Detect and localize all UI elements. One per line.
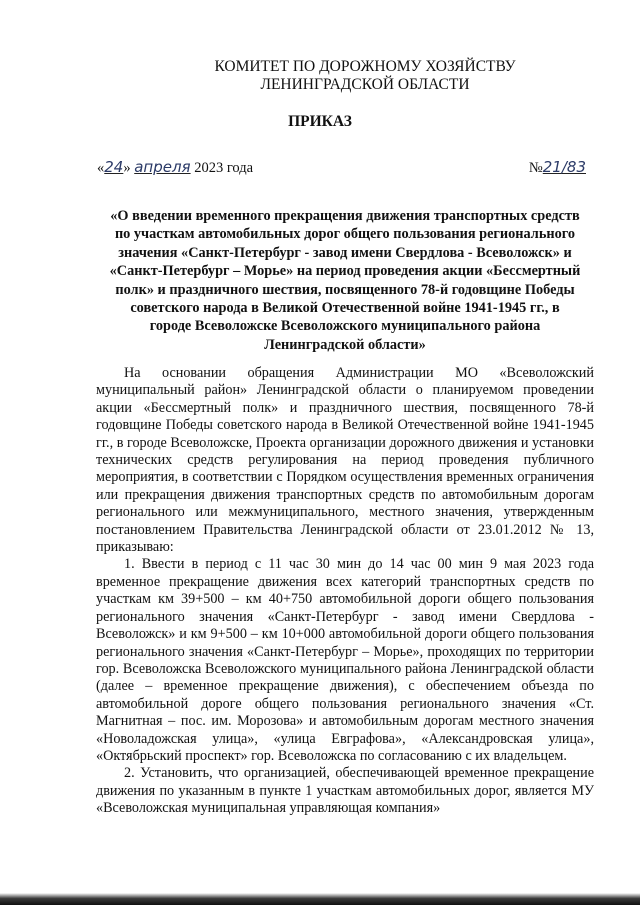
title-line: советского народа в Великой Отечественной войне 1941-1945 гг., в — [130, 300, 560, 317]
issuer-line-1: КОМИТЕТ ПО ДОРОЖНОМУ ХОЗЯЙСТВУ — [214, 58, 516, 75]
title-line: «О введении временного прекращения движения транспортных средств — [110, 208, 580, 224]
title-line: значения «Санкт-Петербург - завод имени Свердлова - Всеволожск» и — [118, 244, 572, 261]
scan-bottom-edge — [0, 893, 640, 905]
clause-1-paragraph: 1. Ввести в период с 11 час 30 мин до 14 час 00 мин 9 мая 2023 года временное прекращение движения всех категорий транспортных средств по участкам км 39+500 – км 40+750 автомобильной дороги общего пользования регионального значения «Санкт-Петербург - завод имени Свердлова - Всеволожск» и км 9+500 – км 10+000 автомобильной дороги общего пользования регионального значения «Санкт-Петербург – Морье», проходящих по территории гор. Всеволожска Всеволожского муниципального района Ленинградской области (далее – временное прекращение движения), с обеспечением объезда по автомобильной дороге общего пользования регионального значения «Ст. Магнитная – пос. им. Морозова» и автомобильным дорогам местного значения «Новоладожская улица», «улица Евграфова», «Александровская улица», «Октябрьский проспект» гор. Всеволожска по согласованию с их владельцем. — [96, 556, 594, 764]
date-day-handwritten: 24 — [104, 158, 124, 176]
issuer-line-2: ЛЕНИНГРАДСКОЙ ОБЛАСТИ — [260, 76, 470, 93]
title-line: по участкам автомобильных дорог общего пользования регионального — [114, 226, 576, 243]
document-date — [97, 158, 253, 177]
preamble-paragraph: На основании обращения Администрации МО «Всеволожский муниципальный район» Ленинградской области о планируемом проведении акции «Бессмертный полк» и праздничного шествия, посвященного 78-й годовщине Победы советского народа в Великой Отечественной войне 1941-1945 гг., в городе Всеволожске, Проекта организации дорожного движения и установки технических средств регулирования на период проведения публичного мероприятия, в соответствии с Порядком осуществления временных ограничения или прекращения движения транспортных средств по автомобильным дорогам регионального или межмуниципального, местного значения, утвержденным постановлением Правительства Ленинградской области от 23.01.2012 № 13, приказываю: — [96, 365, 594, 556]
title-line: Ленинградской области» — [264, 336, 426, 353]
document-type: ПРИКАЗ — [288, 113, 352, 130]
date-year: 2023 года — [194, 160, 254, 176]
order-title — [95, 207, 595, 354]
number-value-handwritten: 21/83 — [542, 158, 586, 176]
title-line: полк» и праздничного шествия, посвященного 78-й годовщине Победы — [115, 281, 575, 298]
title-line: городе Всеволожске Всеволожского муниципального района — [149, 318, 541, 335]
issuer-header — [180, 58, 550, 94]
order-body — [96, 365, 594, 818]
date-close-quote: » — [123, 160, 131, 176]
clause-2-paragraph: 2. Установить, что организацией, обеспечивающей временное прекращение движения по указанным в пункте 1 участкам автомобильных дорог, является МУ «Всеволожская муниципальная управляющая компания» — [96, 765, 594, 817]
number-prefix: № — [528, 160, 543, 176]
date-month-handwritten: апреля — [134, 158, 191, 176]
date-open-quote: « — [97, 160, 105, 176]
document-number — [529, 158, 586, 177]
title-line: «Санкт-Петербург – Морье» на период проведения акции «Бессмертный — [109, 263, 581, 280]
